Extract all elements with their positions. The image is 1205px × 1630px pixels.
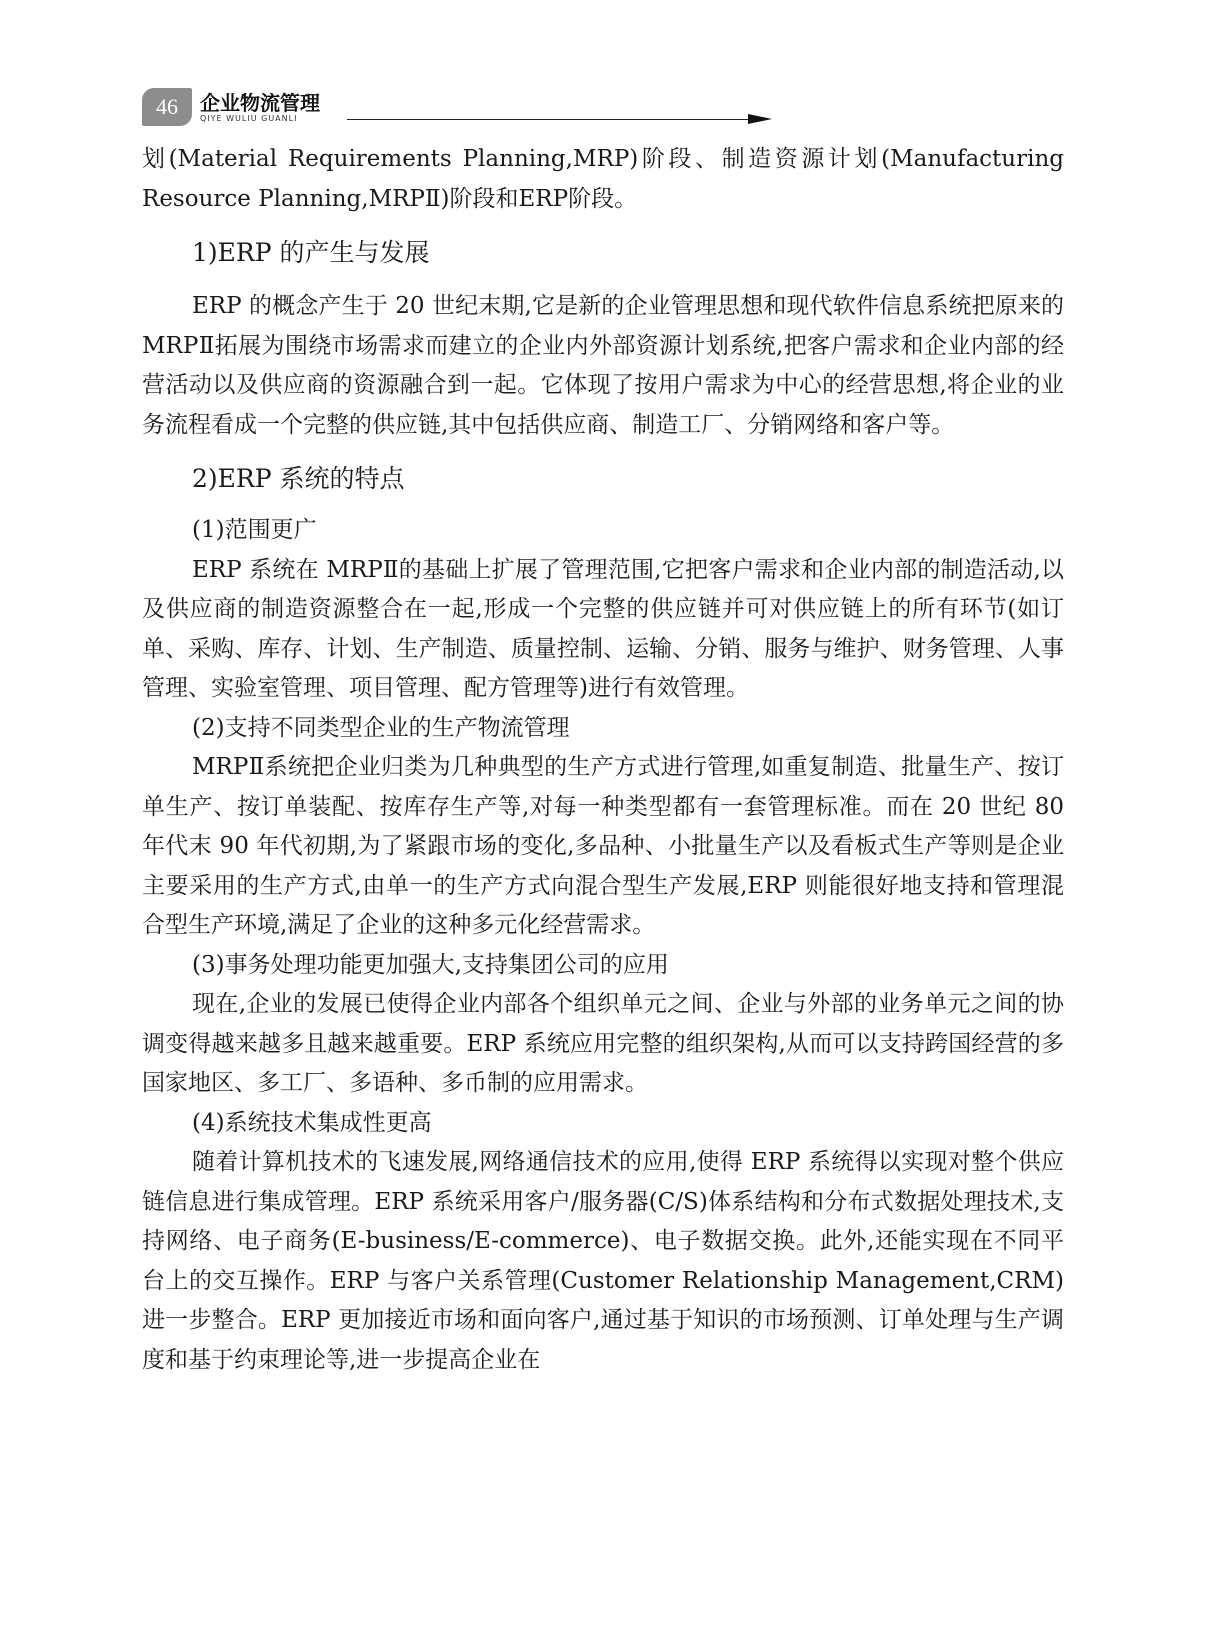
page-body [142, 140, 1064, 1380]
book-title: 企业物流管理 [200, 91, 320, 115]
item-4-title: (4)系统技术集成性更高 [192, 1109, 432, 1136]
section-heading-2: 2)ERP 系统的特点 [192, 464, 405, 493]
item-3-paragraph: 现在,企业的发展已使得企业内部各个组织单元之间、企业与外部的业务单元之间的协调变得越来越多且越来越重要。ERP 系统应用完整的组织架构,从而可以支持跨国经营的多国家地区、多工厂、多语种、多币制的应用需求。 [142, 991, 1064, 1096]
book-subtitle: QIYE WULIU GUANLI [200, 114, 298, 123]
page-number: 46 [142, 88, 192, 126]
header-rule [347, 119, 757, 120]
item-1-title: (1)范围更广 [192, 517, 317, 543]
item-1-paragraph: ERP 系统在 MRPⅡ的基础上扩展了管理范围,它把客户需求和企业内部的制造活动,以及供应商的制造资源整合在一起,形成一个完整的供应链并可对供应链上的所有环节(如订单、采购、库存、计划、生产制造、质量控制、运输、分销、服务与维护、财务管理、人事管理、实验室管理、项目管理、配方管理等)进行有效管理。 [142, 556, 1064, 701]
item-2-paragraph: MRPⅡ系统把企业归类为几种典型的生产方式进行管理,如重复制造、批量生产、按订单生产、按订单装配、按库存生产等,对每一种类型都有一套管理标准。而在 20 世纪 80 年代末 90 年代初期,为了紧跟市场的变化,多品种、小批量生产以及看板式生产等则是企业主要采用的生产方式,由单一的生产方式向混合型生产发展,ERP 则能很好地支持和管理混合型生产环境,满足了企业的这种多元化经营需求。 [142, 754, 1064, 938]
intro-paragraph: 划(Material Requirements Planning,MRP)阶段、制造资源计划(Manufacturing Resource Planning,MRPⅡ)阶段和ERP阶段。 [142, 146, 1064, 212]
item-3-title: (3)事务处理功能更加强大,支持集团公司的应用 [192, 951, 669, 978]
section-1-paragraph: ERP 的概念产生于 20 世纪末期,它是新的企业管理思想和现代软件信息系统把原来的 MRPⅡ拓展为围绕市场需求而建立的企业内外部资源计划系统,把客户需求和企业内部的经营活动以及供应商的资源融合到一起。它体现了按用户需求为中心的经营思想,将企业的业务流程看成一个完整的供应链,其中包括供应商、制造工厂、分销网络和客户等。 [142, 293, 1064, 438]
item-2-title: (2)支持不同类型企业的生产物流管理 [192, 714, 570, 741]
running-header [142, 88, 642, 128]
header-arrow-icon [748, 114, 772, 124]
item-4-paragraph: 随着计算机技术的飞速发展,网络通信技术的应用,使得 ERP 系统得以实现对整个供应链信息进行集成管理。ERP 系统采用客户/服务器(C/S)体系结构和分布式数据处理技术,支持网络、电子商务(E-business/E-commerce)、电子数据交换。此外,还能实现在不同平台上的交互操作。ERP 与客户关系管理(Customer Relationship Management,CRM)进一步整合。ERP 更加接近市场和面向客户,通过基于知识的市场预测、订单处理与生产调度和基于约束理论等,进一步提高企业在 [142, 1149, 1064, 1373]
section-heading-1: 1)ERP 的产生与发展 [192, 238, 430, 267]
